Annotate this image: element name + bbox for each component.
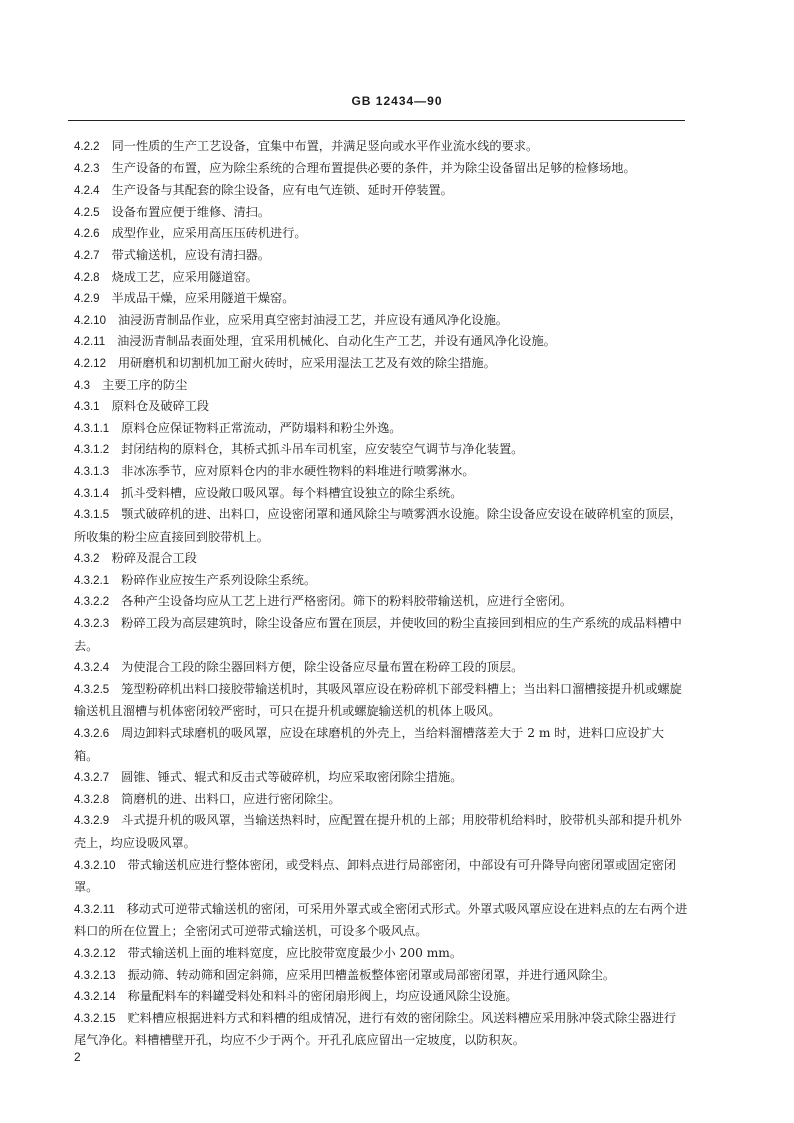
clause-text: 成型作业，应采用高压压砖机进行。 xyxy=(111,226,307,241)
clause-text: 圆锥、锤式、辊式和反击式等破碎机，均应采取密闭除尘措施。 xyxy=(121,770,463,785)
clause-text: 封闭结构的原料仓，其桥式抓斗吊车司机室，应安装空气调节与净化装置。 xyxy=(121,442,524,457)
clause-text: 粉碎工段为高层建筑时，除尘设备应布置在顶层，并使收回的粉尘直接回到相应的生产系统的成品料槽中去。 xyxy=(74,616,682,653)
clause-number: 4.3.1.1 xyxy=(74,422,110,435)
clause-4-3-2-9 xyxy=(74,810,688,854)
clause-4-3-1-2 xyxy=(74,439,688,461)
clause-text: 周边卸料式球磨机的吸风罩，应设在球磨机的外壳上，当给料溜槽落差大于 2 m 时，进料口应设扩大箱。 xyxy=(74,726,664,763)
section-heading: 粉碎及混合工段 xyxy=(111,551,197,566)
clause-text: 油浸沥青制品作业，应采用真空密封油浸工艺，并应设有通风净化设施。 xyxy=(117,312,508,327)
clause-4-3-2-13 xyxy=(74,965,688,987)
clause-text: 设备布置应便于维修、清扫。 xyxy=(111,204,271,219)
clause-text: 斗式提升机的吸风罩，当输送热料时，应配置在提升机的上部；用胶带机给料时，胶带机头部和提升机外壳上，均应设吸风罩。 xyxy=(74,813,682,850)
clause-number: 4.3.1 xyxy=(74,401,100,414)
clause-number: 4.3.2.1 xyxy=(74,574,110,587)
clause-4-3-2-1 xyxy=(74,570,688,592)
clause-text: 为使混合工段的除尘器回料方便，除尘设备应尽量布置在粉碎工段的顶层。 xyxy=(121,660,524,675)
clause-4-2-5 xyxy=(74,202,688,224)
clause-number: 4.2.12 xyxy=(74,357,106,370)
clause-4-2-12 xyxy=(74,353,688,375)
clause-number: 4.2.7 xyxy=(74,249,100,262)
clause-text: 原料仓应保证物料正常流动，严防塌料和粉尘外逸。 xyxy=(121,420,402,435)
clause-text: 振动筛、转动筛和固定斜筛，应采用凹槽盖板整体密闭罩或局部密闭罩，并进行通风除尘。 xyxy=(127,967,616,982)
clause-number: 4.3.2.3 xyxy=(74,618,110,631)
clause-number: 4.2.11 xyxy=(74,336,106,349)
clause-number: 4.2.3 xyxy=(74,162,100,175)
clause-number: 4.3 xyxy=(74,379,90,392)
clause-number: 4.3.1.5 xyxy=(74,509,110,522)
clause-4-3-2-7 xyxy=(74,767,688,789)
clause-4-3-2-10 xyxy=(74,855,688,899)
clause-4-3-2-11 xyxy=(74,899,688,943)
page-number: 2 xyxy=(74,1050,81,1064)
clause-4-3-1-5 xyxy=(74,504,688,548)
clause-number: 4.3.2.11 xyxy=(74,903,115,916)
clause-number: 4.2.2 xyxy=(74,141,100,153)
clause-number: 4.2.8 xyxy=(74,271,100,284)
clause-text: 各种产尘设备均应从工艺上进行严格密闭。筛下的粉料胶带输送机，应进行全密闭。 xyxy=(121,594,573,609)
clause-text: 称量配料车的料罐受料处和料斗的密闭扇形阀上，均应设通风除尘设施。 xyxy=(127,989,518,1004)
clause-number: 4.3.2.10 xyxy=(74,859,116,872)
clause-number: 4.3.2.7 xyxy=(74,772,110,785)
clause-number: 4.3.2.14 xyxy=(74,991,116,1004)
clause-number: 4.3.1.2 xyxy=(74,444,110,457)
clause-text: 同一性质的生产工艺设备，宜集中布置，并满足竖向或水平作业流水线的要求。 xyxy=(111,139,539,153)
clause-4-3-2-2 xyxy=(74,591,688,613)
clause-text: 生产设备的布置，应为除尘系统的合理布置提供必要的条件，并为除尘设备留出足够的检修场地。 xyxy=(111,160,636,175)
section-heading-4-3-2 xyxy=(74,548,688,570)
clause-text: 烧成工艺，应采用隧道窑。 xyxy=(111,269,258,284)
clause-number: 4.2.6 xyxy=(74,228,100,241)
clause-number: 4.3.2.12 xyxy=(74,947,116,960)
clause-number: 4.3.1.3 xyxy=(74,465,110,478)
clause-number: 4.2.4 xyxy=(74,185,100,198)
clause-4-2-2 xyxy=(74,136,688,158)
clause-4-2-7 xyxy=(74,245,688,267)
section-heading-4-3 xyxy=(74,375,688,397)
clause-number: 4.3.2.15 xyxy=(74,1012,116,1025)
clause-number: 4.2.5 xyxy=(74,206,100,219)
clause-text: 带式输送机上面的堆料宽度，应比胶带宽度最少小 200 mm。 xyxy=(127,945,463,960)
clause-number: 4.3.2.13 xyxy=(74,969,116,982)
clause-number: 4.2.9 xyxy=(74,293,100,306)
clause-number: 4.3.2 xyxy=(74,553,100,566)
clause-text: 筒磨机的进、出料口，应进行密闭除尘。 xyxy=(121,791,341,806)
clause-text: 用研磨机和切割机加工耐火砖时，应采用湿法工艺及有效的除尘措施。 xyxy=(117,355,496,370)
clause-text: 移动式可逆带式输送机的密闭，可采用外罩式或全密闭式形式。外罩式吸风罩应设在进料点的左右两个进料口的所在位置上；全密闭式可逆带式输送机，可设多个吸风点。 xyxy=(74,901,688,939)
clause-4-3-2-5 xyxy=(74,679,688,723)
section-heading: 主要工序的防尘 xyxy=(102,377,188,392)
clause-4-3-2-4 xyxy=(74,657,688,679)
section-heading-4-3-1 xyxy=(74,396,688,418)
clause-text: 带式输送机应进行整体密闭，或受料点、卸料点进行局部密闭，中部设有可升降导向密闭罩或固定密闭罩。 xyxy=(74,857,677,895)
clause-4-3-2-15 xyxy=(74,1008,688,1052)
clause-4-3-1-3 xyxy=(74,461,688,483)
clause-4-3-2-14 xyxy=(74,986,688,1008)
clause-text: 带式输送机，应设有清扫器。 xyxy=(111,247,271,262)
clause-4-3-2-12 xyxy=(74,943,688,965)
clause-4-3-1-4 xyxy=(74,483,688,505)
page-header: GB 12434—90 xyxy=(351,94,443,108)
clause-number: 4.3.2.4 xyxy=(74,662,110,675)
clause-4-2-11 xyxy=(74,331,688,353)
clause-number: 4.3.2.2 xyxy=(74,596,110,609)
clause-text: 颚式破碎机的进、出料口，应设密闭罩和通风除尘与喷雾洒水设施。除尘设备应安设在破碎机室的顶层，所收集的粉尘应直接回到胶带机上。 xyxy=(74,507,682,544)
clause-4-2-10 xyxy=(74,310,688,332)
clause-4-2-3 xyxy=(74,158,688,181)
clause-number: 4.3.2.5 xyxy=(74,683,110,696)
clause-4-2-9 xyxy=(74,288,688,310)
clause-text: 半成品干燥，应采用隧道干燥窑。 xyxy=(111,291,295,306)
section-heading: 原料仓及破碎工段 xyxy=(111,399,210,414)
clause-number: 4.3.2.6 xyxy=(74,728,110,741)
clause-number: 4.3.1.4 xyxy=(74,487,110,500)
clause-4-3-2-3 xyxy=(74,613,688,657)
clause-text: 油浸沥青制品表面处理，宜采用机械化、自动化生产工艺，并设有通风净化设施。 xyxy=(117,334,556,349)
clause-text: 粉碎作业应按生产系列设除尘系统。 xyxy=(121,572,317,587)
clause-text: 生产设备与其配套的除尘设备，应有电气连锁、延时开停装置。 xyxy=(111,183,453,198)
clause-text: 笼型粉碎机出料口接胶带输送机时，其吸风罩应设在粉碎机下部受料槽上；当出料口溜槽接提升机或螺旋输送机且溜槽与机体密闭较严密时，可只在提升机或螺旋输送机的机体上吸风。 xyxy=(74,681,682,719)
clause-number: 4.3.2.8 xyxy=(74,793,110,806)
clause-4-2-4 xyxy=(74,180,688,202)
clause-4-2-8 xyxy=(74,267,688,289)
clause-4-3-2-6 xyxy=(74,723,688,767)
clause-4-3-2-8 xyxy=(74,789,688,811)
clause-text: 贮料槽应根据进料方式和料槽的组成情况，进行有效的密闭除尘。风送料槽应采用脉冲袋式除尘器进行尾气净化。料槽槽壁开孔，均应不少于两个。开孔孔底应留出一定坡度，以防积灰。 xyxy=(74,1010,677,1048)
clause-text: 非冰冻季节，应对原料仓内的非水硬性物料的料堆进行喷雾淋水。 xyxy=(121,463,475,478)
document-body xyxy=(74,136,688,1052)
clause-text: 抓斗受料槽，应设敞口吸风罩。每个料槽宜设独立的除尘系统。 xyxy=(121,485,463,500)
clause-4-3-1-1 xyxy=(74,418,688,440)
header-rule xyxy=(68,120,685,121)
clause-number: 4.2.10 xyxy=(74,314,106,327)
clause-4-2-6 xyxy=(74,223,688,245)
clause-number: 4.3.2.9 xyxy=(74,815,110,828)
